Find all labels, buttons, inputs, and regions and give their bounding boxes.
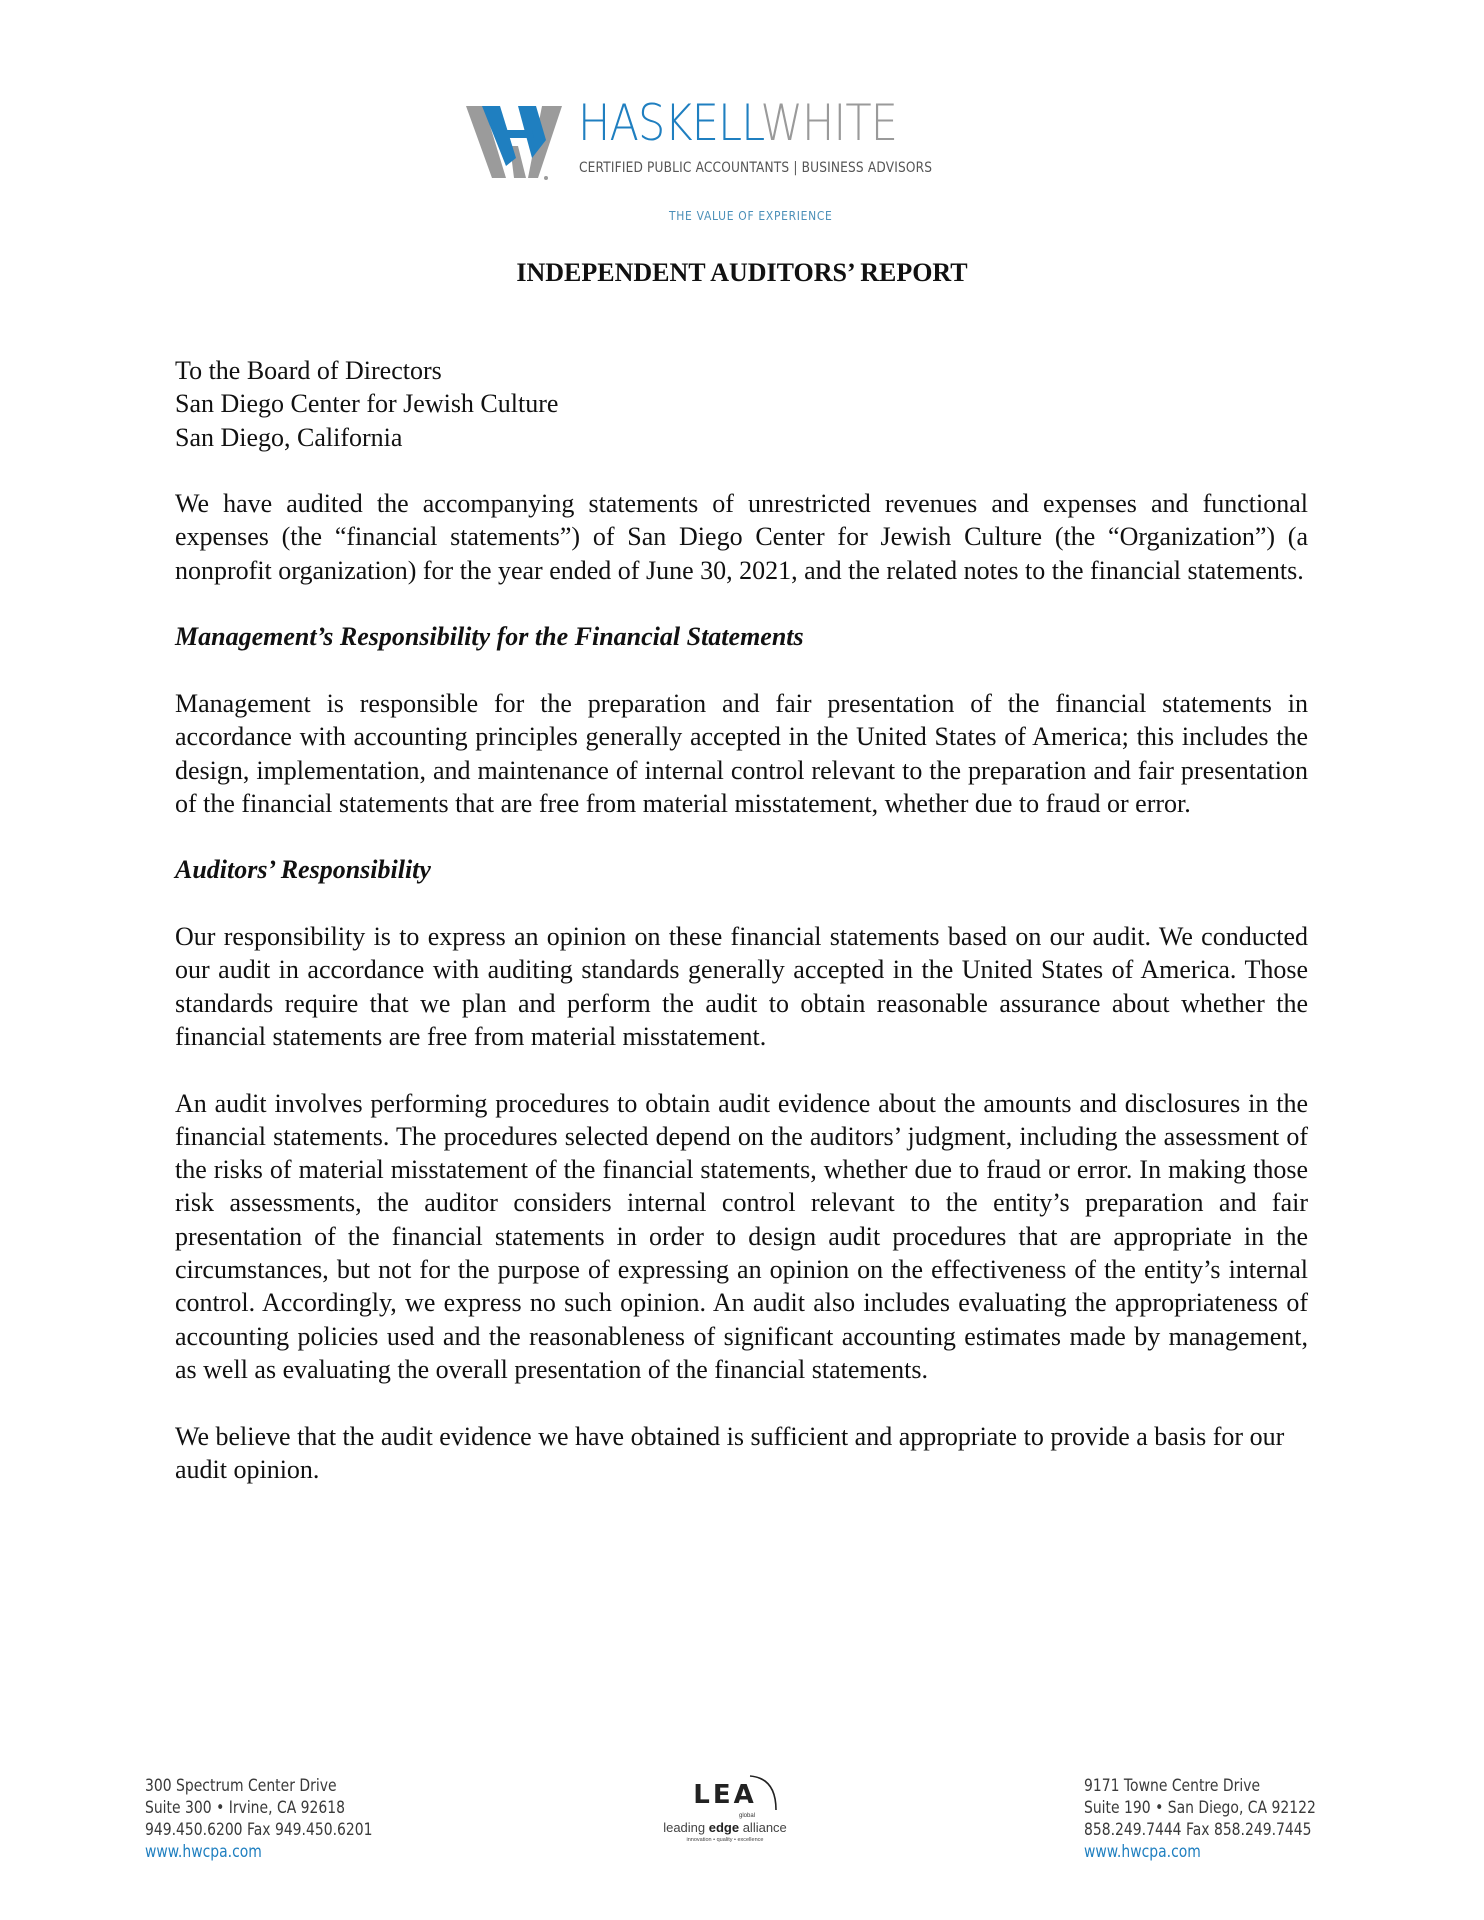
footer-address-line: Suite 190 • San Diego, CA 92122 bbox=[1084, 1798, 1316, 1818]
addressee-line: To the Board of Directors bbox=[175, 356, 442, 385]
lea-name-prefix: leading bbox=[663, 1820, 709, 1835]
footer-irvine-office bbox=[145, 1775, 372, 1863]
haskellwhite-logo-icon bbox=[466, 106, 562, 182]
management-responsibility-paragraph: Management is responsible for the preparation and fair presentation of the financial statements in accordance with accounting principles generally accepted in the United States of America; this includes the design, implementation, and maintenance of internal control relevant to the preparation and fair presentation of the financial statements that are free from material misstatement, whether due to fraud or error. bbox=[175, 688, 1308, 818]
section-heading-management-responsibility: Management’s Responsibility for the Financial Statements bbox=[175, 622, 804, 652]
footer-address-line: 9171 Towne Centre Drive bbox=[1084, 1776, 1261, 1796]
addressee-line: San Diego, California bbox=[175, 422, 403, 452]
lea-name bbox=[650, 1820, 800, 1836]
lea-logo bbox=[650, 1778, 800, 1844]
lea-logo-letters: LEA bbox=[693, 1780, 757, 1810]
lea-logo-mark bbox=[650, 1778, 800, 1812]
audit-evidence-paragraph: We believe that the audit evidence we have obtained is sufficient and appropriate to provide a basis for our audit opinion. bbox=[175, 1421, 1285, 1484]
report-body bbox=[175, 354, 1308, 1486]
section-heading-auditors-responsibility: Auditors’ Responsibility bbox=[175, 855, 431, 885]
brand-name bbox=[578, 94, 898, 152]
brand-name-white: WHITE bbox=[760, 94, 898, 152]
lea-slogan: innovation • quality • excellence bbox=[686, 1837, 764, 1843]
footer-phone-line: 949.450.6200 Fax 949.450.6201 bbox=[145, 1820, 373, 1840]
footer-address-line: Suite 300 • Irvine, CA 92618 bbox=[145, 1798, 346, 1818]
lea-name-bold: edge bbox=[708, 1820, 740, 1835]
brand-tagline: CERTIFIED PUBLIC ACCOUNTANTS | BUSINESS ADVISORS bbox=[579, 160, 933, 176]
footer-website-link[interactable]: www.hwcpa.com bbox=[1084, 1842, 1201, 1862]
addressee-line: San Diego Center for Jewish Culture bbox=[175, 389, 559, 419]
auditors-responsibility-paragraph: Our responsibility is to express an opinion on these financial statements based on our audit. We conducted our audit in accordance with auditing standards generally accepted in the United States of America. Those standards require that we plan and perform the audit to obtain reasonable assurance about whether the financial statements are free from material misstatement. bbox=[175, 922, 1308, 1051]
lea-name-suffix: alliance bbox=[739, 1820, 787, 1835]
footer-website-link[interactable]: www.hwcpa.com bbox=[145, 1842, 262, 1862]
report-title: INDEPENDENT AUDITORS’ REPORT bbox=[516, 258, 968, 287]
footer-san-diego-office bbox=[1084, 1775, 1316, 1863]
footer-phone-line: 858.249.7444 Fax 858.249.7445 bbox=[1084, 1820, 1312, 1840]
audit-procedures-paragraph: An audit involves performing procedures to obtain audit evidence about the amounts and disclosures in the financial statements. The procedures selected depend on the auditors’ judgment, including the assessment of the risks of material misstatement of the financial statements, whether due to fraud or error. In making those risk assessments, the auditor considers internal control relevant to the entity’s preparation and fair presentation of the financial statements in order to design audit procedures that are appropriate in the circumstances, but not for the purpose of expressing an opinion on the effectiveness of the entity’s internal control. Accordingly, we express no such opinion. An audit also includes evaluating the appropriateness of accounting policies used and the reasonableness of significant accounting estimates made by management, as well as evaluating the overall presentation of the financial statements. bbox=[175, 1088, 1308, 1384]
intro-paragraph: We have audited the accompanying statements of unrestricted revenues and expenses and functional expenses (the “financial statements”) of San Diego Center for Jewish Culture (the “Organization”) (a nonprofit organization) for the year ended of June 30, 2021, and the related notes to the financial statements. bbox=[175, 489, 1308, 585]
lea-logo-sub: global bbox=[738, 1813, 755, 1819]
brand-name-haskell: HASKELL bbox=[578, 94, 761, 152]
lea-arc-icon bbox=[742, 1772, 782, 1812]
brand-motto: THE VALUE OF EXPERIENCE bbox=[669, 208, 833, 223]
letterhead bbox=[466, 94, 986, 224]
footer-address-line: 300 Spectrum Center Drive bbox=[145, 1776, 337, 1796]
addressee-block bbox=[175, 354, 1308, 454]
